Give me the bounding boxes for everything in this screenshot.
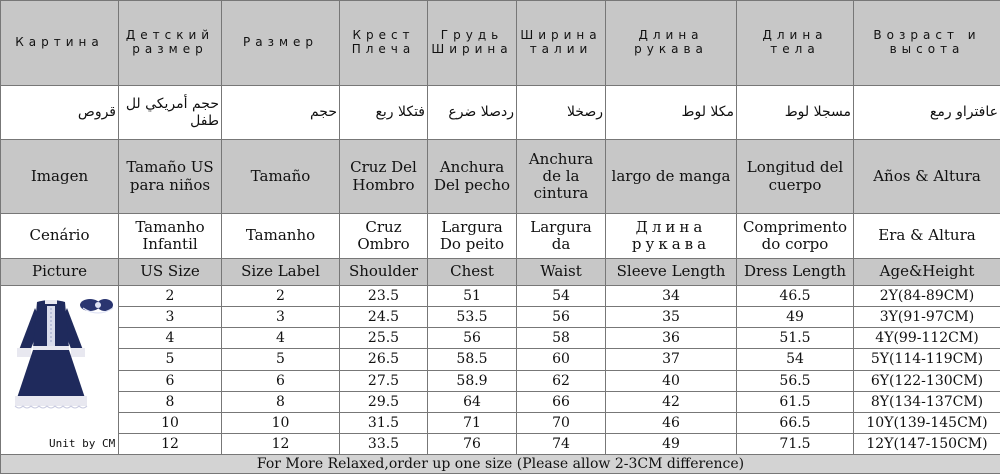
header-cell: largo de manga [606,140,737,214]
table-cell: 5 [119,349,222,370]
table-cell: 46.5 [737,286,854,307]
header-row-english [1,259,1000,286]
table-cell: 49 [737,307,854,328]
table-cell: 8 [119,391,222,412]
table-row [1,433,1000,454]
header-cell: Tamanho [222,214,340,259]
table-cell: 58.9 [428,370,517,391]
table-cell: 6 [119,370,222,391]
table-cell: 3Y(91-97CM) [854,307,1000,328]
table-cell: 26.5 [340,349,428,370]
table-cell: 66 [517,391,606,412]
table-cell: 23.5 [340,286,428,307]
header-cell: Длина рукава [606,1,737,86]
table-cell: 66.5 [737,412,854,433]
table-cell: 2Y(84-89CM) [854,286,1000,307]
table-cell: 4 [222,328,340,349]
header-text: رصخلا [519,104,603,120]
table-row [1,412,1000,433]
unit-note: Unit by CM [49,436,115,452]
header-row-russian [1,1,1000,86]
table-cell: 37 [606,349,737,370]
header-text: حجم [224,104,337,120]
header-cell: Ширина талии [517,1,606,86]
header-cell: Era & Altura [854,214,1000,259]
table-cell: 10 [119,412,222,433]
table-cell: 8Y(134-137CM) [854,391,1000,412]
table-cell: 34 [606,286,737,307]
header-cell: Picture [1,259,119,286]
header-cell: Картина [1,1,119,86]
table-cell: 49 [606,433,737,454]
header-cell [737,86,854,140]
table-cell: 61.5 [737,391,854,412]
header-cell: Длина тела [737,1,854,86]
table-cell: 4Y(99-112CM) [854,328,1000,349]
table-cell: 27.5 [340,370,428,391]
table-cell: 29.5 [340,391,428,412]
table-cell: 62 [517,370,606,391]
header-cell [517,86,606,140]
header-cell [606,86,737,140]
header-cell: Anchura de la cintura [517,140,606,214]
header-cell: Chest [428,259,517,286]
header-row-spanish [1,140,1000,214]
table-cell: 8 [222,391,340,412]
table-cell: 4 [119,328,222,349]
table-cell: 31.5 [340,412,428,433]
table-cell: 40 [606,370,737,391]
header-cell: Comprimento do corpo [737,214,854,259]
table-cell: 2 [119,286,222,307]
table-row [1,391,1000,412]
header-cell: Anchura Del pecho [428,140,517,214]
table-cell: 12Y(147-150CM) [854,433,1000,454]
header-cell: Размер [222,1,340,86]
table-cell: 58.5 [428,349,517,370]
table-cell: 56.5 [737,370,854,391]
footer-note: For More Relaxed,order up one size (Please allow 2-3CM difference) [1,455,1000,474]
table-cell: 10 [222,412,340,433]
table-cell: 3 [119,307,222,328]
table-cell: 33.5 [340,433,428,454]
header-cell: Imagen [1,140,119,214]
header-cell: Cenário [1,214,119,259]
table-row [1,328,1000,349]
header-text: حجم أمريكي لل طفل [121,96,219,128]
table-cell: 76 [428,433,517,454]
table-cell: 6Y(122-130CM) [854,370,1000,391]
table-cell: 24.5 [340,307,428,328]
table-cell: 60 [517,349,606,370]
header-cell: Sleeve Length [606,259,737,286]
header-cell [1,86,119,140]
table-cell: 64 [428,391,517,412]
table-cell: 71 [428,412,517,433]
header-text: ردصلا ضرع [430,104,514,120]
table-cell: 3 [222,307,340,328]
header-cell: Cruz Del Hombro [340,140,428,214]
header-cell: Años & Altura [854,140,1000,214]
header-cell [119,86,222,140]
product-picture-cell [1,286,119,455]
header-cell: Shoulder [340,259,428,286]
table-cell: 10Y(139-145CM) [854,412,1000,433]
table-cell: 12 [119,433,222,454]
header-row-arabic [1,86,1000,140]
header-row-portuguese [1,214,1000,259]
header-text: عافتراو رمع [856,104,998,120]
table-cell: 36 [606,328,737,349]
header-text: مسجلا لوط [739,104,851,120]
header-cell: Longitud del cuerpo [737,140,854,214]
table-cell: 54 [737,349,854,370]
header-cell [340,86,428,140]
header-cell: Waist [517,259,606,286]
table-cell: 70 [517,412,606,433]
header-cell: Детский размер [119,1,222,86]
dress-image [5,288,119,434]
header-cell: Крест Плеча [340,1,428,86]
table-cell: 54 [517,286,606,307]
table-cell: 25.5 [340,328,428,349]
header-cell: Возраст и высота [854,1,1000,86]
header-cell: Cruz Ombro [340,214,428,259]
table-cell: 56 [517,307,606,328]
header-text: فتكلا ربع [342,104,425,120]
header-text: قروص [3,104,116,120]
table-cell: 12 [222,433,340,454]
table-cell: 74 [517,433,606,454]
table-cell: 71.5 [737,433,854,454]
table-cell: 46 [606,412,737,433]
header-cell: Грудь Ширина [428,1,517,86]
header-cell: Largura Do peito [428,214,517,259]
header-cell [428,86,517,140]
header-cell: Dress Length [737,259,854,286]
table-row [1,370,1000,391]
table-cell: 6 [222,370,340,391]
header-cell: Size Label [222,259,340,286]
table-row [1,349,1000,370]
header-cell: Age&Height [854,259,1000,286]
header-cell: Tamaño US para niños [119,140,222,214]
table-cell: 5 [222,349,340,370]
table-cell: 56 [428,328,517,349]
product-picture [3,286,119,454]
table-cell: 51.5 [737,328,854,349]
table-cell: 58 [517,328,606,349]
table-cell: 53.5 [428,307,517,328]
table-row [1,286,1000,307]
table-cell: 2 [222,286,340,307]
table-row [1,307,1000,328]
header-cell: Tamaño [222,140,340,214]
header-cell [854,86,1000,140]
table-cell: 51 [428,286,517,307]
header-cell: Tamanho Infantil [119,214,222,259]
header-cell: Largura da [517,214,606,259]
footer-row [1,455,1000,474]
table-cell: 42 [606,391,737,412]
header-cell: Длина рукава [606,214,737,259]
table-cell: 35 [606,307,737,328]
header-cell: US Size [119,259,222,286]
header-text: مكلا لوط [608,104,734,120]
header-cell [222,86,340,140]
table-cell: 5Y(114-119CM) [854,349,1000,370]
